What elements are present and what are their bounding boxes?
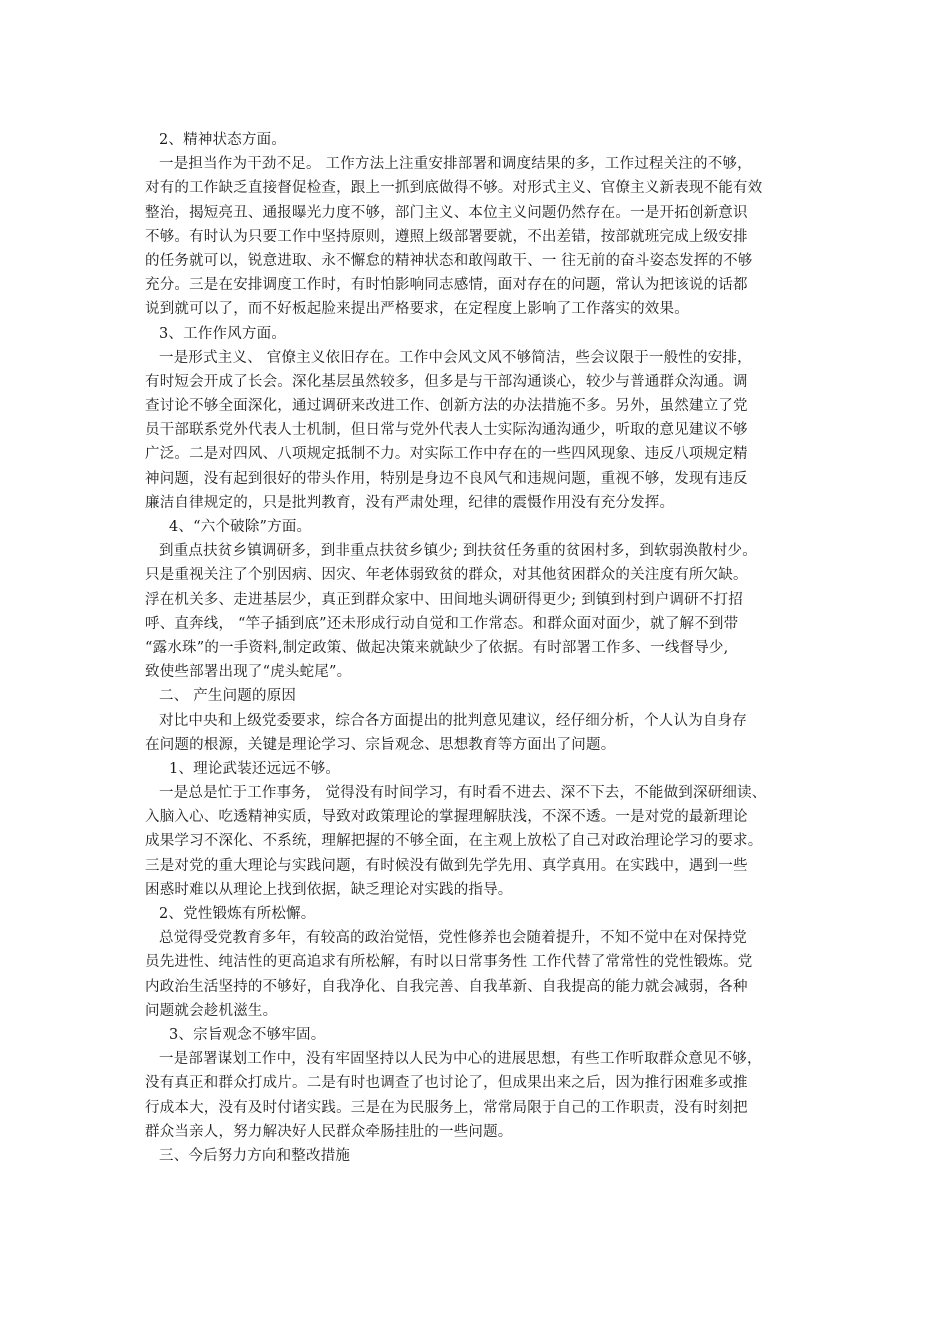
text-line: “露水珠”的一手资料,制定政策、做起决策来就缺少了依据。有时部署工作多、一线督导少, [145,639,729,656]
text-line: 一是部署谋划工作中，没有牢固坚持以人民为中心的进展思想，有些工作听取群众意见不够， [159,1051,762,1068]
text-line: 4、“六个破除”方面。 [169,519,312,535]
text-line: 三、今后努力方向和整改措施 [159,1147,351,1164]
text-line: 员干部联系党外代表人士机制，但日常与党外代表人士实际沟通沟通少，听取的意见建议不够 [145,422,748,439]
text-line: 呼、直奔线， “竿子插到底”还未形成行动自觉和工作常态。和群众面对面少，就了解不到带 [145,615,739,632]
text-line: 到重点扶贫乡镇调研多，到非重点扶贫乡镇少; 到扶贫任务重的贫困村多，到软弱涣散村少。 [159,543,757,560]
text-line: 充分。三是在安排调度工作时，有时怕影响同志感情，面对存在的问题，常认为把该说的话都 [145,277,748,294]
text-line: 1、理论武装还远远不够。 [169,760,341,777]
text-line: 2、精神状态方面。 [159,132,287,148]
text-line: 内政治生活坚持的不够好，自我净化、自我完善、自我革新、自我提高的能力就会减弱，各种 [145,978,748,995]
text-line: 在问题的根源，关键是理论学习、宗旨观念、思想教育等方面出了问题。 [145,736,616,753]
text-line: 行成本大，没有及时付诸实践。三是在为民服务上，常常局限于自己的工作职责，没有时刻把 [145,1099,748,1116]
text-line: 总觉得受党教育多年，有较高的政治觉悟，党性修养也会随着提升，不知不觉中在对保持党 [159,930,747,947]
text-line: 一是形式主义、 官僚主义依旧存在。工作中会风文风不够简洁，些会议限于一般性的安排， [159,349,752,366]
document-page [145,128,815,1168]
text-line: 问题就会趁机滋生。 [145,1002,278,1019]
text-line: 致使些部署出现了“虎头蛇尾”。 [145,664,352,681]
text-line: 不够。有时认为只要工作中坚持原则，遵照上级部署要就，不出差错，按部就班完成上级安排 [145,228,748,245]
text-line: 广泛。二是对四风、八项规定抵制不力。对实际工作中存在的一些四风现象、违反八项规定精 [145,446,748,463]
text-line: 浮在机关多、走进基层少，真正到群众家中、田间地头调研得更少; 到镇到村到户调研不打招 [145,591,743,608]
text-line: 二、 产生问题的原因 [159,688,297,705]
text-line: 对有的工作缺乏直接督促检查，跟上一抓到底做得不够。对形式主义、官僚主义新表现不能有效 [145,180,763,197]
text-line: 只是重视关注了个别因病、因灾、年老体弱致贫的群众，对其他贫困群众的关注度有所欠缺。 [145,567,748,584]
text-line: 2、党性锻炼有所松懈。 [159,906,316,922]
text-line: 3、工作作风方面。 [159,325,287,342]
text-line: 一是担当作为干劲不足。 工作方法上注重安排部署和调度结果的多，工作过程关注的不够， [159,156,752,173]
text-line: 查讨论不够全面深化，通过调研来改进工作、创新方法的办法措施不多。另外，虽然建立了党 [145,398,748,415]
text-line: 员先进性、纯洁性的更高追求有所松解，有时以日常事务性 工作代替了常常性的党性锻炼。党 [145,954,753,971]
text-line: 的任务就可以，锐意进取、永不懈怠的精神状态和敢闯敢干、一 往无前的奋斗姿态发挥的不够 [145,252,753,269]
text-line: 没有真正和群众打成片。二是有时也调查了也讨论了，但成果出来之后，因为推行困难多或推 [145,1075,748,1092]
text-line: 对比中央和上级党委要求，综合各方面提出的批判意见建议，经仔细分析，个人认为自身存 [159,712,747,729]
text-line: 廉洁自律规定的，只是批判教育，没有严肃处理，纪律的震慑作用没有充分发挥。 [145,494,675,511]
text-line: 有时短会开成了长会。深化基层虽然较多，但多是与干部沟通谈心，较少与普通群众沟通。调 [145,373,748,390]
text-line: 一是总是忙于工作事务， 觉得没有时间学习，有时看不进去、深不下去，不能做到深研细读、 [159,785,767,802]
text-line: 三是对党的重大理论与实践问题，有时候没有做到先学先用、真学真用。在实践中，遇到一些 [145,857,748,874]
text-line: 说到就可以了，而不好板起脸来提出严格要求，在定程度上影响了工作落实的效果。 [145,301,689,318]
text-line: 神问题，没有起到很好的带头作用，特别是身边不良风气和违规问题，重视不够，发现有违反 [145,470,748,487]
text-line: 整治，揭短亮丑、通报曝光力度不够，部门主义、本位主义问题仍然存在。一是开拓创新意识 [145,204,748,221]
text-line: 成果学习不深化、不系统，理解把握的不够全面，在主观上放松了自己对政治理论学习的要求。 [145,833,763,850]
text-line: 群众当亲人，努力解决好人民群众牵肠挂肚的一些问题。 [145,1123,513,1140]
text-line: 3、宗旨观念不够牢固。 [169,1026,326,1043]
text-line: 困惑时难以从理论上找到依据，缺乏理论对实践的指导。 [145,881,513,898]
text-line: 入脑入心、吃透精神实质，导致对政策理论的掌握理解肤浅，不深不透。一是对党的最新理论 [145,809,748,826]
